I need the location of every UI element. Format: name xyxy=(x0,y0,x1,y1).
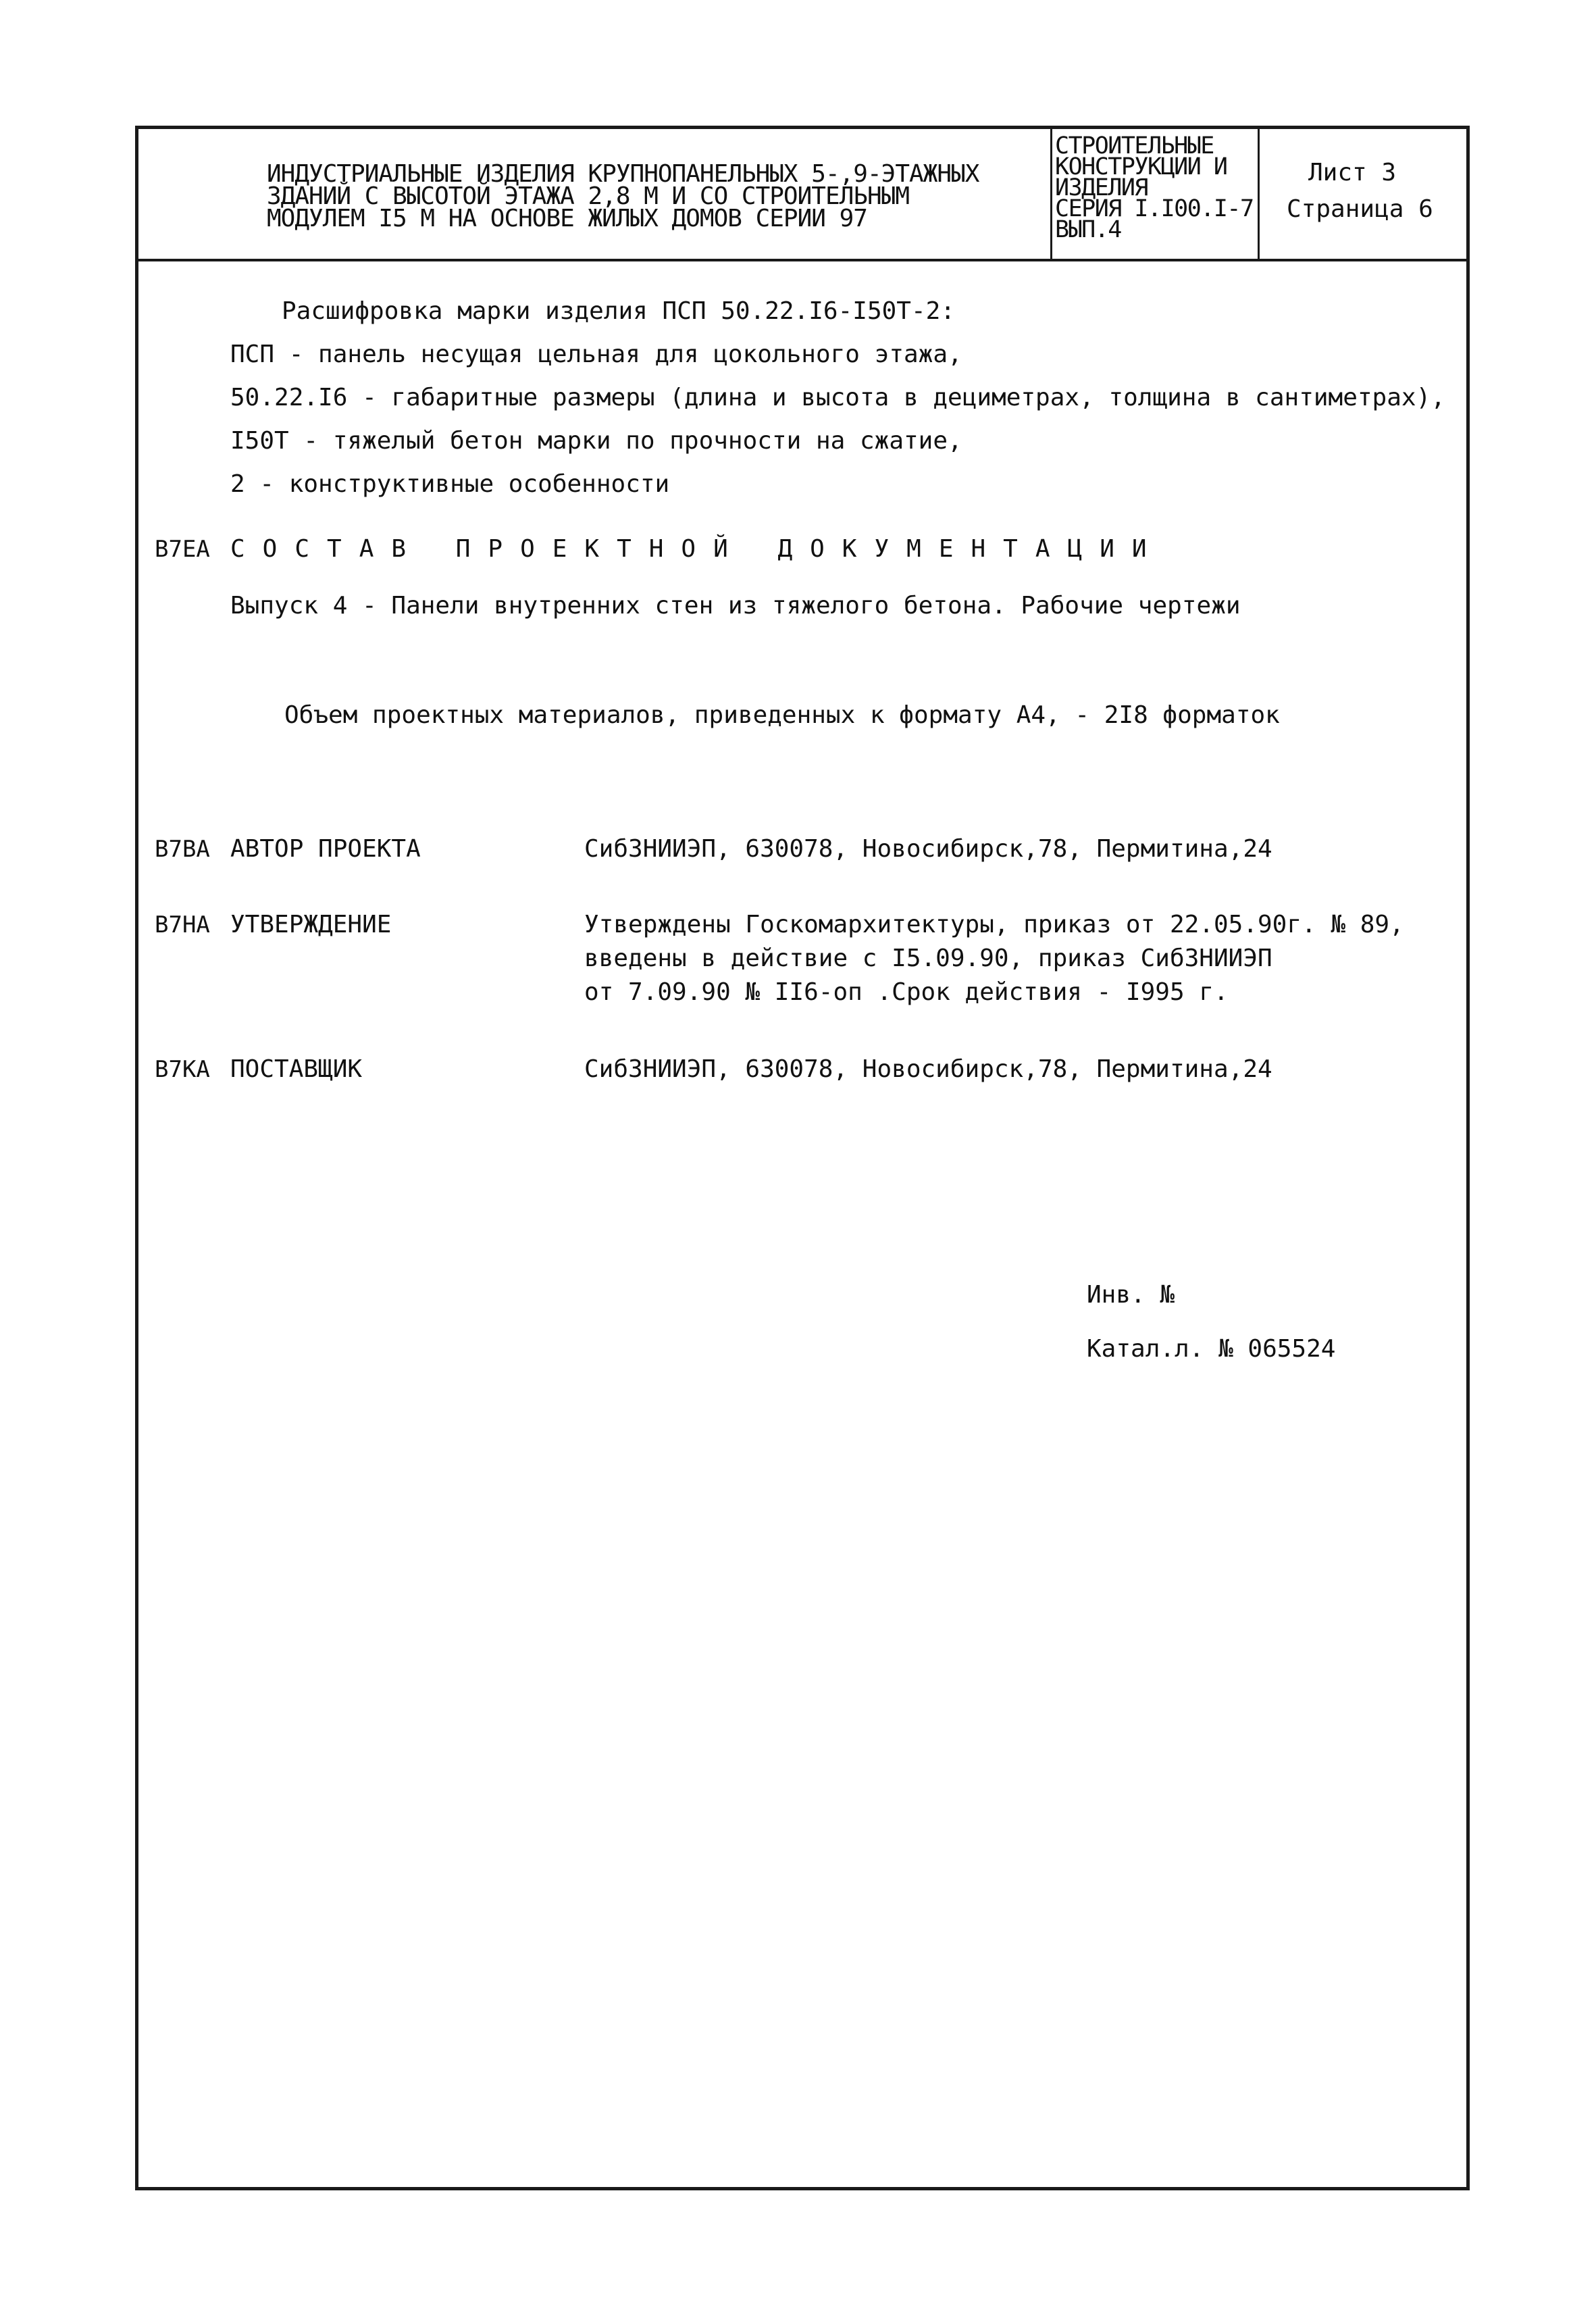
decoding-item: I50Т - тяжелый бетон марки по прочности на сжатие, xyxy=(230,427,962,455)
approval-line: введены в действие с I5.09.90, приказ СибЗНИИЭП xyxy=(584,945,1272,972)
author-label: АВТОР ПРОЕКТА xyxy=(230,835,421,863)
approval-line: от 7.09.90 № II6-оп .Срок действия - I995 г. xyxy=(584,978,1229,1006)
author-value: СибЗНИИЭП, 630078, Новосибирск,78, Пермитина,24 xyxy=(584,835,1272,863)
title-line: ИНДУСТРИАЛЬНЫЕ ИЗДЕЛИЯ КРУПНОПАНЕЛЬНЫХ 5-,9-ЭТАЖНЫХ xyxy=(267,160,979,188)
series-line: СТРОИТЕЛЬНЫЕ xyxy=(1055,132,1214,159)
composition-heading: СОСТАВ ПРОЕКТНОЙ ДОКУМЕНТАЦИИ xyxy=(230,535,1164,563)
series-line: ИЗДЕЛИЯ xyxy=(1055,174,1148,201)
approval-label: УТВЕРЖДЕНИЕ xyxy=(230,911,392,938)
series-line: КОНСТРУКЦИИ И xyxy=(1055,153,1227,180)
decoding-item: 50.22.I6 - габаритные размеры (длина и высота в дециметрах, толщина в сантиметрах), xyxy=(230,384,1445,411)
title-block xyxy=(138,129,1466,261)
catalog-number: Катал.л. № 065524 xyxy=(1087,1335,1336,1363)
sheet-number-cell xyxy=(1287,155,1433,228)
volume-line: Объем проектных материалов, приведенных к формату А4, - 2I8 форматок xyxy=(284,701,1280,729)
page-label: Страница 6 xyxy=(1287,195,1433,223)
document-sheet xyxy=(135,126,1470,2190)
author-code: В7ВА xyxy=(155,836,210,863)
inventory-number: Инв. № xyxy=(1087,1281,1175,1309)
decoding-item: ПСП - панель несущая цельная для цокольного этажа, xyxy=(230,341,962,368)
sheet-label: Лист 3 xyxy=(1308,159,1397,186)
approval-code: В7НА xyxy=(155,911,210,938)
supplier-label: ПОСТАВЩИК xyxy=(230,1055,363,1083)
series-cell xyxy=(1050,129,1260,259)
series-line: ВЫП.4 xyxy=(1055,216,1121,243)
decoding-item: 2 - конструктивные особенности xyxy=(230,470,670,498)
supplier-value: СибЗНИИЭП, 630078, Новосибирск,78, Пермитина,24 xyxy=(584,1055,1272,1083)
composition-code: В7ЕА xyxy=(155,536,210,563)
decoding-title: Расшифровка марки изделия ПСП 50.22.I6-I50Т-2: xyxy=(282,297,955,325)
supplier-code: В7КА xyxy=(155,1056,210,1083)
title-line: ЗДАНИЙ С ВЫСОТОЙ ЭТАЖА 2,8 М И СО СТРОИТЕЛЬНЫМ xyxy=(267,182,909,210)
approval-line: Утверждены Госкомархитектуры, приказ от 22.05.90г. № 89, xyxy=(584,911,1404,938)
document-title xyxy=(267,160,1145,232)
series-line: СЕРИЯ I.I00.I-7 xyxy=(1055,195,1254,222)
title-line: МОДУЛЕМ I5 М НА ОСНОВЕ ЖИЛЫХ ДОМОВ СЕРИИ 97 xyxy=(267,205,867,232)
issue-line: Выпуск 4 - Панели внутренних стен из тяжелого бетона. Рабочие чертежи xyxy=(230,592,1241,620)
